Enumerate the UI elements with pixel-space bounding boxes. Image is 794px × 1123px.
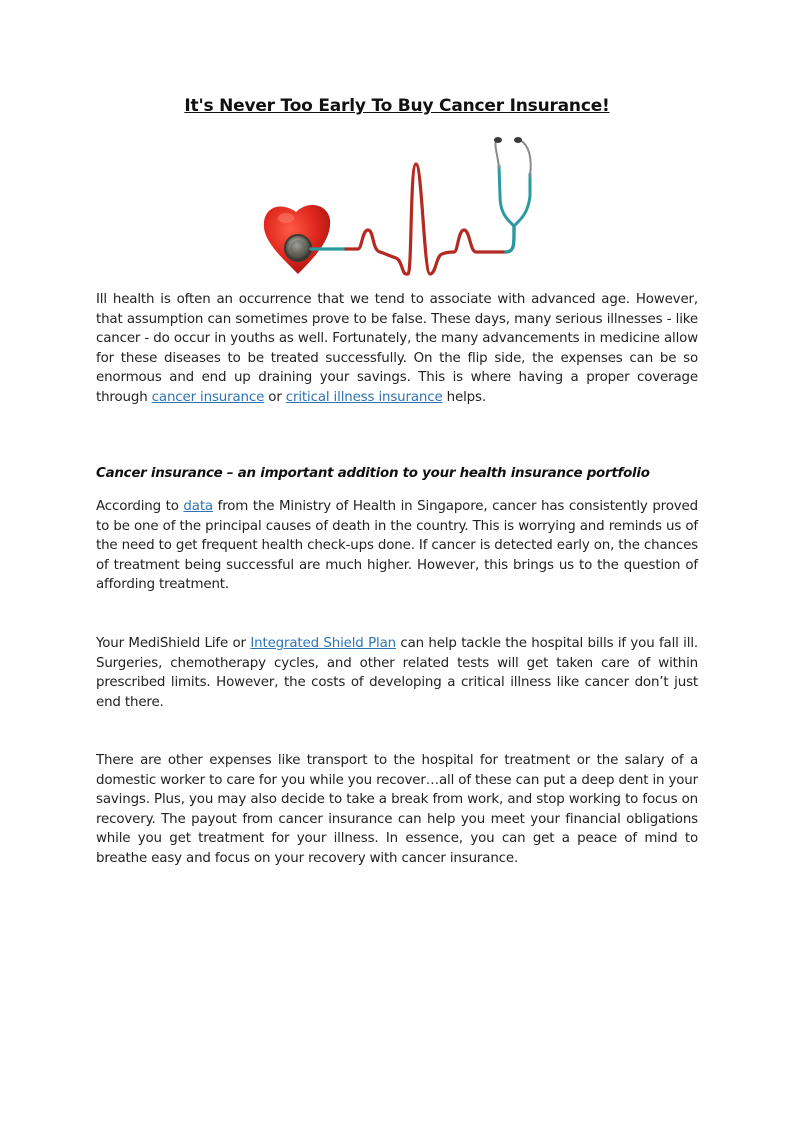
paragraph-text: helps.: [442, 389, 486, 405]
paragraph-moh-data: [96, 497, 698, 595]
integrated-shield-plan-link[interactable]: Integrated Shield Plan: [250, 636, 396, 651]
paragraph-intro: [96, 290, 698, 408]
paragraph-text: Ill health is often an occurrence that we tend to associate with advanced age. However, that assumption can sometimes prove to be false. These days, many serious illnesses - like cancer - do occur in youths as well. Fortunately, the many advancements in medicine allow for these diseases to be treated successfully. On the flip side, the expenses can be so enormous and end up draining your savings. This is where having a proper coverage through: [96, 292, 698, 405]
paragraph-text: from the Ministry of Health in Singapore, cancer has consistently proved to be one of the principal causes of death in the country. This is worrying and reminds us of the need to get frequent health check-ups done. If cancer is detected early on, the chances of treatment being successful are much higher. However, this brings us to the question of affording treatment.: [96, 499, 698, 593]
cancer-insurance-link[interactable]: cancer insurance: [151, 389, 265, 405]
paragraph-text: According to: [96, 499, 184, 514]
data-link[interactable]: data: [183, 499, 213, 514]
paragraph-text: Your MediShield Life or: [96, 636, 251, 651]
page-title: It's Never Too Early To Buy Cancer Insurance!: [184, 96, 610, 116]
paragraph-text: or: [264, 389, 286, 405]
paragraph-text: can help tackle the hospital bills if you fall ill. Surgeries, chemotherapy cycles, and other related tests will get taken care of within prescribed limits. However, the costs of developing a critical illness like cancer don’t just end there.: [96, 636, 698, 710]
heart-stethoscope-icon: [258, 134, 548, 280]
paragraph-medishield: [96, 634, 698, 712]
critical-illness-insurance-link[interactable]: critical illness insurance: [285, 389, 443, 405]
hero-image: [258, 134, 548, 280]
paragraph-other-expenses: There are other expenses like transport to the hospital for treatment or the salary of a domestic worker to care for you while you recover…all of these can put a deep dent in your savings. Plus, you may also decide to take a break from work, and stop working to focus on recovery. The payout from cancer insurance can help you meet your financial obligations while you get treatment for your illness. In essence, you can get a peace of mind to breathe easy and focus on your recovery with cancer insurance.: [96, 753, 698, 866]
section-subheading: Cancer insurance – an important addition to your health insurance portfolio: [96, 466, 650, 481]
